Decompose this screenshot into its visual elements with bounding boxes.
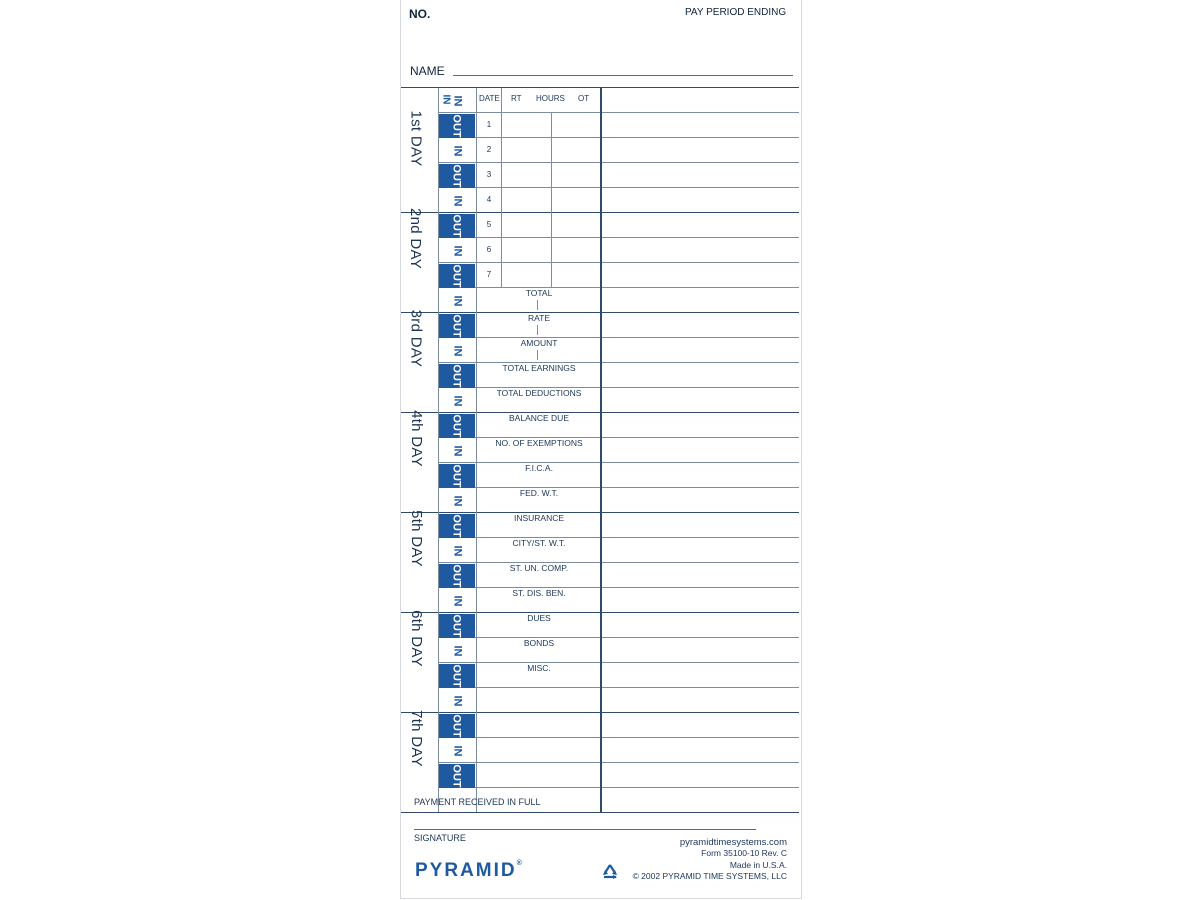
recycle-icon <box>599 862 621 884</box>
in-label: IN <box>451 345 463 357</box>
in-label: IN <box>451 495 463 507</box>
day-label-text: 4th DAY <box>407 409 425 467</box>
day-label-4 <box>404 392 428 484</box>
in-label: IN <box>451 645 463 657</box>
out-label: OUT <box>450 714 463 738</box>
in-label: IN <box>451 745 463 757</box>
out-punch-cell[interactable] <box>439 264 475 288</box>
card-number-label: NO. <box>409 7 431 21</box>
earnings-label: BALANCE DUE <box>509 413 569 423</box>
form-number-text: Form 35100-10 Rev. C <box>701 848 787 858</box>
day-label-2 <box>404 192 428 284</box>
hours-column-border <box>551 112 552 287</box>
in-punch-cell[interactable] <box>439 289 475 313</box>
grid-row-border <box>438 137 799 138</box>
out-punch-cell[interactable] <box>439 614 475 638</box>
website-text: pyramidtimesystems.com <box>679 837 787 848</box>
out-punch-cell[interactable] <box>439 764 475 788</box>
earnings-label: FED. W.T. <box>519 488 559 498</box>
out-label: OUT <box>450 214 463 238</box>
time-card <box>400 0 802 899</box>
pay-period-ending-label: PAY PERIOD ENDING <box>685 7 787 18</box>
in-punch-cell[interactable] <box>439 389 475 413</box>
in-label: IN <box>451 395 463 407</box>
out-punch-cell[interactable] <box>439 564 475 588</box>
earnings-label: MISC. <box>527 663 551 673</box>
row-number: 6 <box>486 245 492 254</box>
out-label: OUT <box>450 114 463 138</box>
out-punch-cell[interactable] <box>439 114 475 138</box>
in-label: IN <box>451 595 463 607</box>
day-label-1 <box>404 92 428 184</box>
out-punch-cell[interactable] <box>439 314 475 338</box>
in-punch-cell[interactable] <box>439 539 475 563</box>
day-label-text: 6th DAY <box>407 609 425 667</box>
earnings-label: CITY/ST. W.T. <box>512 538 566 548</box>
earnings-label: DUES <box>527 613 551 623</box>
grid-row-border <box>438 687 799 688</box>
day-label-text: 1st DAY <box>407 109 425 167</box>
earnings-label: NO. OF EXEMPTIONS <box>495 438 583 448</box>
in-label: IN <box>451 245 463 257</box>
out-punch-cell[interactable] <box>439 214 475 238</box>
out-label: OUT <box>450 364 463 388</box>
signature-field-line[interactable] <box>414 829 756 830</box>
out-label: OUT <box>450 614 463 638</box>
earnings-label: F.I.C.A. <box>525 463 553 473</box>
row-number: 3 <box>486 170 492 179</box>
in-label: IN <box>451 95 463 107</box>
out-punch-cell[interactable] <box>439 664 475 688</box>
earnings-label: TOTAL EARNINGS <box>502 363 576 373</box>
in-punch-cell[interactable] <box>439 239 475 263</box>
row-number: 2 <box>486 145 492 154</box>
in-punch-cell[interactable] <box>439 739 475 763</box>
date-column-border <box>501 112 502 287</box>
grid-row-border <box>438 237 799 238</box>
grid-row-border <box>438 162 799 163</box>
label-tick <box>537 350 538 360</box>
header-row-border <box>438 112 799 113</box>
day-label-3 <box>404 292 428 384</box>
earnings-label: RATE <box>527 313 551 323</box>
ot-column-header: OT <box>578 94 590 103</box>
day-label-text: 7th DAY <box>407 709 425 767</box>
date-column-header: DATE <box>479 94 500 103</box>
earnings-label: BONDS <box>523 638 555 648</box>
earnings-label: INSURANCE <box>513 513 565 523</box>
pyramid-logo <box>415 860 522 882</box>
in-punch-cell[interactable] <box>439 189 475 213</box>
in-punch-cell[interactable] <box>439 489 475 513</box>
label-tick <box>537 325 538 335</box>
made-in-text: Made in U.S.A. <box>729 860 787 870</box>
rt-column-header: RT <box>511 94 522 103</box>
hours-column-header: HOURS <box>536 94 565 103</box>
in-label: IN <box>451 145 463 157</box>
label-tick <box>537 300 538 310</box>
earnings-label: TOTAL DEDUCTIONS <box>496 388 582 398</box>
out-punch-cell[interactable] <box>439 414 475 438</box>
earnings-label: ST. UN. COMP. <box>509 563 569 573</box>
in-label: IN <box>451 445 463 457</box>
io-column-header: IN <box>440 94 452 105</box>
earnings-label: AMOUNT <box>520 338 558 348</box>
in-punch-cell[interactable] <box>439 89 475 113</box>
day-label-text: 5th DAY <box>407 509 425 567</box>
in-punch-cell[interactable] <box>439 339 475 363</box>
logo-text: PYRAMID <box>415 860 517 881</box>
out-label: OUT <box>450 164 463 188</box>
in-label: IN <box>451 195 463 207</box>
header-divider <box>501 88 502 112</box>
signature-label: SIGNATURE <box>414 833 466 843</box>
in-punch-cell[interactable] <box>439 139 475 163</box>
in-label: IN <box>451 295 463 307</box>
out-label: OUT <box>450 314 463 338</box>
out-label: OUT <box>450 514 463 538</box>
earnings-column-border <box>600 88 602 812</box>
payment-received-label: PAYMENT RECEIVED IN FULL <box>414 797 541 807</box>
grid-row-border <box>438 737 799 738</box>
out-punch-cell[interactable] <box>439 364 475 388</box>
out-label: OUT <box>450 564 463 588</box>
day-label-5 <box>404 492 428 584</box>
out-label: OUT <box>450 764 463 788</box>
out-label: OUT <box>450 664 463 688</box>
day-label-7 <box>404 692 428 784</box>
in-label: IN <box>451 695 463 707</box>
out-punch-cell[interactable] <box>439 714 475 738</box>
out-label: OUT <box>450 464 463 488</box>
in-punch-cell[interactable] <box>439 689 475 713</box>
day-label-6 <box>404 592 428 684</box>
logo-trademark: ® <box>516 860 522 867</box>
earnings-label: TOTAL <box>525 288 553 298</box>
in-punch-cell[interactable] <box>439 639 475 663</box>
row-number: 7 <box>486 270 492 279</box>
row-number: 4 <box>486 195 492 204</box>
row-number: 1 <box>486 120 492 129</box>
out-label: OUT <box>450 264 463 288</box>
out-punch-cell[interactable] <box>439 464 475 488</box>
grid-row-border <box>438 262 799 263</box>
grid-row-border <box>438 762 799 763</box>
row-number: 5 <box>486 220 492 229</box>
out-label: OUT <box>450 414 463 438</box>
out-punch-cell[interactable] <box>439 164 475 188</box>
in-punch-cell[interactable] <box>439 439 475 463</box>
name-label: NAME <box>410 64 445 78</box>
io-column-border <box>476 88 477 812</box>
day-label-text: 2nd DAY <box>407 207 425 269</box>
time-grid <box>401 0 803 800</box>
day-label-text: 3rd DAY <box>407 309 425 367</box>
earnings-label: ST. DIS. BEN. <box>512 588 566 598</box>
grid-row-border <box>438 187 799 188</box>
copyright-text: © 2002 PYRAMID TIME SYSTEMS, LLC <box>632 871 787 881</box>
grid-row-border <box>401 812 799 813</box>
in-label: IN <box>451 545 463 557</box>
grid-row-border <box>438 787 799 788</box>
in-punch-cell[interactable] <box>439 589 475 613</box>
out-punch-cell[interactable] <box>439 514 475 538</box>
